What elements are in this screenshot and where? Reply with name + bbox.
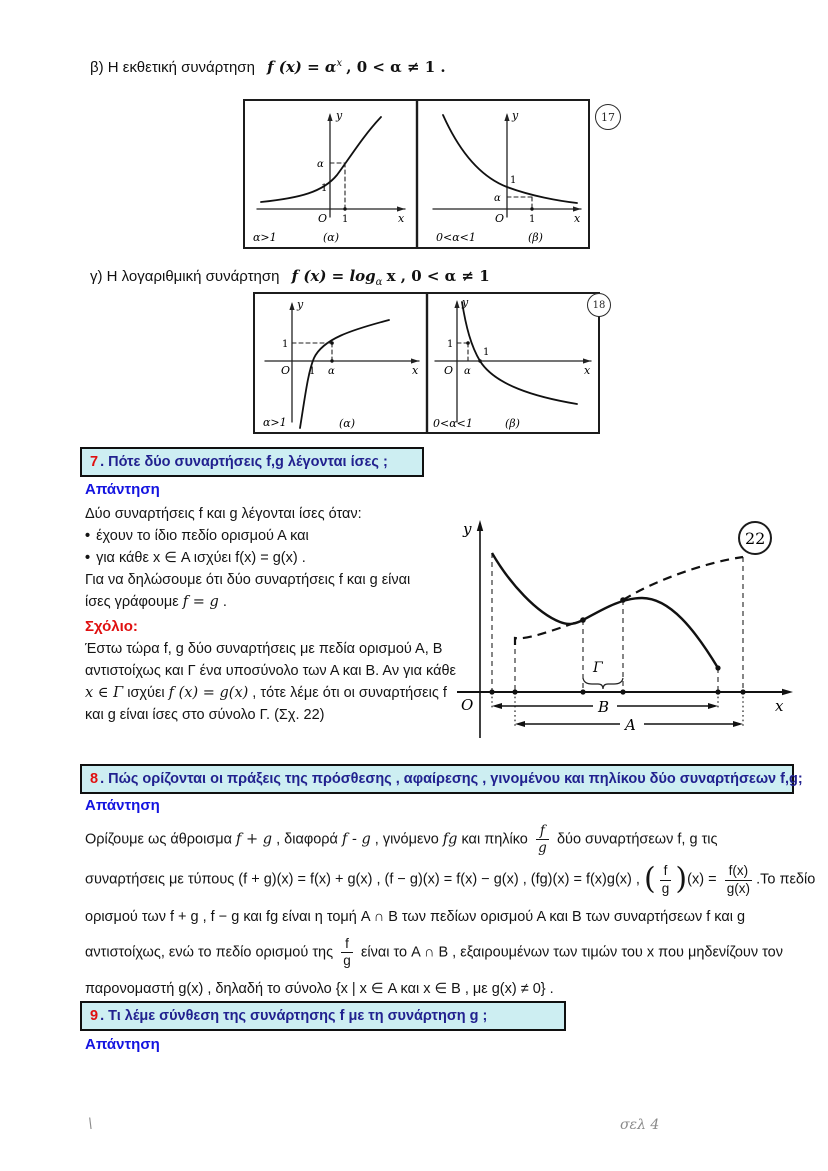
exponential-formula: f (x) = α: [267, 58, 337, 76]
intro-exponential-line: [90, 58, 446, 76]
origin-label: O: [444, 364, 454, 377]
answer-7-bullet2: • για κάθε x ∈ Α ισχύει f(x) = g(x) .: [85, 550, 306, 566]
condition-label: 0<α<1: [433, 417, 473, 430]
question-9-text: . Τι λέμε σύνθεση της συνάρτησης f με τη συνάρτηση g ;: [100, 1008, 488, 1024]
y-axis-label: y: [463, 520, 472, 538]
gamma-brace: [583, 678, 623, 689]
y-one-label: 1: [447, 339, 454, 350]
alpha-label: α: [494, 193, 501, 204]
figure-logarithmic-svg: [255, 294, 598, 432]
y-axis-arrow: [289, 302, 294, 310]
figure-number-badge-17: [595, 104, 621, 130]
marker-dots: [489, 597, 745, 694]
answer-8-line3: ορισμού των f + g , f − g και fg είναι η τομή A ∩ B των πεδίων ορισμού Α και Β των συναρτήσεων f και g: [85, 908, 746, 925]
figure-number-badge-18: [587, 293, 611, 317]
log-condition: x , 0 < α ≠ 1: [386, 267, 490, 285]
question-9-number: 9: [90, 1008, 99, 1024]
exponential-condition: , 0 < α ≠ 1 .: [346, 58, 446, 76]
close-paren: ): [675, 862, 688, 898]
question-7-number: 7: [90, 454, 99, 470]
footer-mark: \: [88, 1116, 93, 1132]
function-f-curve: [492, 553, 718, 668]
fg-math: fg: [442, 831, 458, 848]
answer-8-heading: Απάντηση: [85, 797, 160, 814]
interval-A: [515, 715, 743, 734]
figure-logarithmic: [253, 292, 600, 434]
figure-exponential: [243, 99, 590, 249]
x-axis-arrow: [782, 689, 793, 695]
alpha-label: α: [328, 366, 335, 377]
x-axis-arrow: [583, 358, 591, 363]
answer-7-bullet1: • έχουν το ίδιο πεδίο ορισμού Α και: [85, 528, 309, 544]
question-8-text: . Πώς ορίζονται οι πράξεις της πρόσθεσης , αφαίρεσης , γινομένου και πηλίκου δύο συναρτήσεων f,g;: [100, 771, 803, 787]
log-base-alpha: α: [375, 277, 383, 288]
alpha-label: α: [317, 159, 324, 170]
panel-label: (α): [323, 231, 340, 244]
fx-over-gx-fraction: $\frac{f(x)}{g(x)}$: [725, 864, 753, 895]
y-axis-arrow: [327, 113, 332, 121]
x-one-label: 1: [529, 214, 536, 225]
exponential-decay-curve: [443, 115, 577, 203]
question-7-text: . Πότε δύο συναρτήσεις f,g λέγονται ίσες ;: [100, 454, 388, 470]
origin-label: O: [318, 212, 328, 225]
interval-A-label: A: [625, 716, 636, 734]
intro-logarithmic-text: γ) Η λογαριθμική συνάρτηση: [90, 268, 280, 285]
interval-B-label: B: [598, 698, 610, 716]
panel-label: (β): [505, 417, 520, 430]
figure-equal-functions: [455, 512, 800, 752]
gamma-set-label: Γ: [593, 660, 603, 676]
x-axis-label: x: [398, 212, 405, 225]
log-decay-curve: [462, 302, 577, 404]
interval-B: [492, 697, 718, 716]
x-axis-arrow: [397, 206, 405, 211]
function-g-curve-left: [515, 620, 583, 645]
intro-logarithmic-line: [90, 267, 490, 288]
figure-number-22: 22: [745, 529, 766, 548]
y-axis-arrow: [504, 113, 509, 121]
x-axis-label: x: [574, 212, 581, 225]
comment-paragraph: Έστω τώρα f, g δύο συναρτήσεις με πεδία ορισμού Α, Β αντιστοίχως και Γ ένα υποσύνολο των Α και Β. Αν για κάθε x ∈ Γ ισχύει f (x) = g(x) , τότε λέμε ότι οι συναρτήσεις f και g είναι ίσες στο σύνολο Γ. (Σχ. 22): [85, 641, 456, 723]
answer-7-heading: Απάντηση: [85, 481, 160, 498]
answer-7-line2: Για να δηλώσουμε ότι δύο συναρτήσεις f και g είναι: [85, 572, 411, 588]
y-axis-arrow: [454, 300, 459, 308]
x-axis-label: x: [584, 364, 591, 377]
intro-exponential-text: β) Η εκθετική συνάρτηση: [90, 59, 255, 76]
y-axis-label: y: [512, 109, 519, 122]
origin-label: O: [461, 696, 474, 714]
guide-lines: [492, 553, 743, 692]
condition-label: 0<α<1: [436, 231, 476, 244]
y-one-label: 1: [510, 175, 517, 186]
figure-equal-functions-svg: [455, 512, 800, 752]
x-one-label: 1: [309, 366, 316, 377]
answer-8-line1: Ορίζουμε ως άθροισμα f + g , διαφορά f - g , γινόμενο fg και πηλίκο $\frac{f}{g}$ δύο συναρτήσεων f, g τις: [85, 823, 718, 857]
answer-8-line4: αντιστοίχως, ενώ το πεδίο ορισμού της $\frac{f}{g}$ είναι το A ∩ B , εξαιρουμένων των τιμών του x που μηδενίζουν τον: [85, 935, 783, 968]
answer-8-line5: παρονομαστή g(x) , δηλαδή το σύνολο {x | x ∈ Α και x ∈ Β , με g(x) ≠ 0} .: [85, 981, 554, 998]
panel-label: (β): [528, 231, 543, 244]
origin-label: O: [495, 212, 505, 225]
x-axis-label: x: [412, 364, 419, 377]
question-8-number: 8: [90, 771, 99, 787]
y-axis-label: y: [336, 109, 343, 122]
x-one-label: 1: [483, 347, 490, 358]
question-8-box: [80, 764, 803, 794]
x-one-label: 1: [342, 214, 349, 225]
f-plus-g-math: f + g: [236, 831, 273, 848]
fig18-panel-b: [433, 296, 591, 430]
exponent-x: x: [336, 58, 343, 69]
y-axis-label: y: [462, 296, 469, 309]
f-over-g-fraction: $\frac{f}{g}$: [660, 864, 672, 895]
log-formula: f (x) = log: [291, 267, 376, 285]
x-in-gamma-math: x ∈ Γ: [85, 685, 124, 701]
answer-8-line2: συναρτήσεις με τύπους (f + g)(x) = f(x) + g(x) , (f − g)(x) = f(x) − g(x) , (fg)(x) = f(x)g(x) , ( $\frac{f}{g}$ )(x) = $\frac{f(x)}{g(x)}$ .Το πεδίο: [85, 862, 816, 898]
open-paren: (: [643, 862, 656, 898]
answer-7-body: [85, 503, 463, 726]
figure-number-17: 17: [601, 110, 615, 124]
answer-7-line3: ίσες γράφουμε f = g .: [85, 594, 227, 610]
question-7-box: [80, 447, 424, 477]
condition-label: α>1: [263, 416, 287, 429]
f-minus-g-math: f - g: [341, 831, 371, 848]
answer-7-line1: Δύο συναρτήσεις f και g λέγονται ίσες όταν:: [85, 506, 362, 522]
comment-heading: Σχόλιο:: [85, 618, 138, 635]
x-axis-arrow: [411, 358, 419, 363]
fx-equals-gx-math: f (x) = g(x): [168, 685, 249, 701]
condition-label: α>1: [253, 231, 277, 244]
figure-number-18: 18: [592, 299, 606, 311]
question-9-box: [80, 1001, 566, 1031]
fig17-panel-b: [433, 109, 581, 244]
y-one-label: 1: [282, 339, 289, 350]
fig17-panel-a: [253, 109, 405, 244]
x-axis-label: x: [775, 697, 784, 715]
x-axis-arrow: [573, 206, 581, 211]
answer-9-heading: Απάντηση: [85, 1036, 160, 1053]
bullet-icon: •: [85, 550, 91, 566]
y-one-label: 1: [321, 183, 328, 194]
panel-label: (α): [339, 417, 356, 430]
y-axis-arrow: [477, 520, 483, 531]
f-equals-g-math: f = g: [182, 594, 219, 610]
bullet-icon: •: [85, 528, 91, 544]
f-over-g-fraction: $\frac{f}{g}$: [536, 824, 549, 855]
origin-label: O: [281, 364, 291, 377]
alpha-label: α: [464, 366, 471, 377]
f-over-g-fraction: $\frac{f}{g}$: [341, 937, 353, 968]
fig18-panel-a: [263, 298, 419, 430]
y-axis-label: y: [297, 298, 304, 311]
answer-8-body: [85, 823, 816, 1006]
figure-exponential-svg: [245, 101, 588, 247]
dotted-extensions: [492, 692, 743, 726]
footer-page-number: σελ 4: [620, 1117, 660, 1133]
function-g-curve-right: [623, 557, 743, 600]
